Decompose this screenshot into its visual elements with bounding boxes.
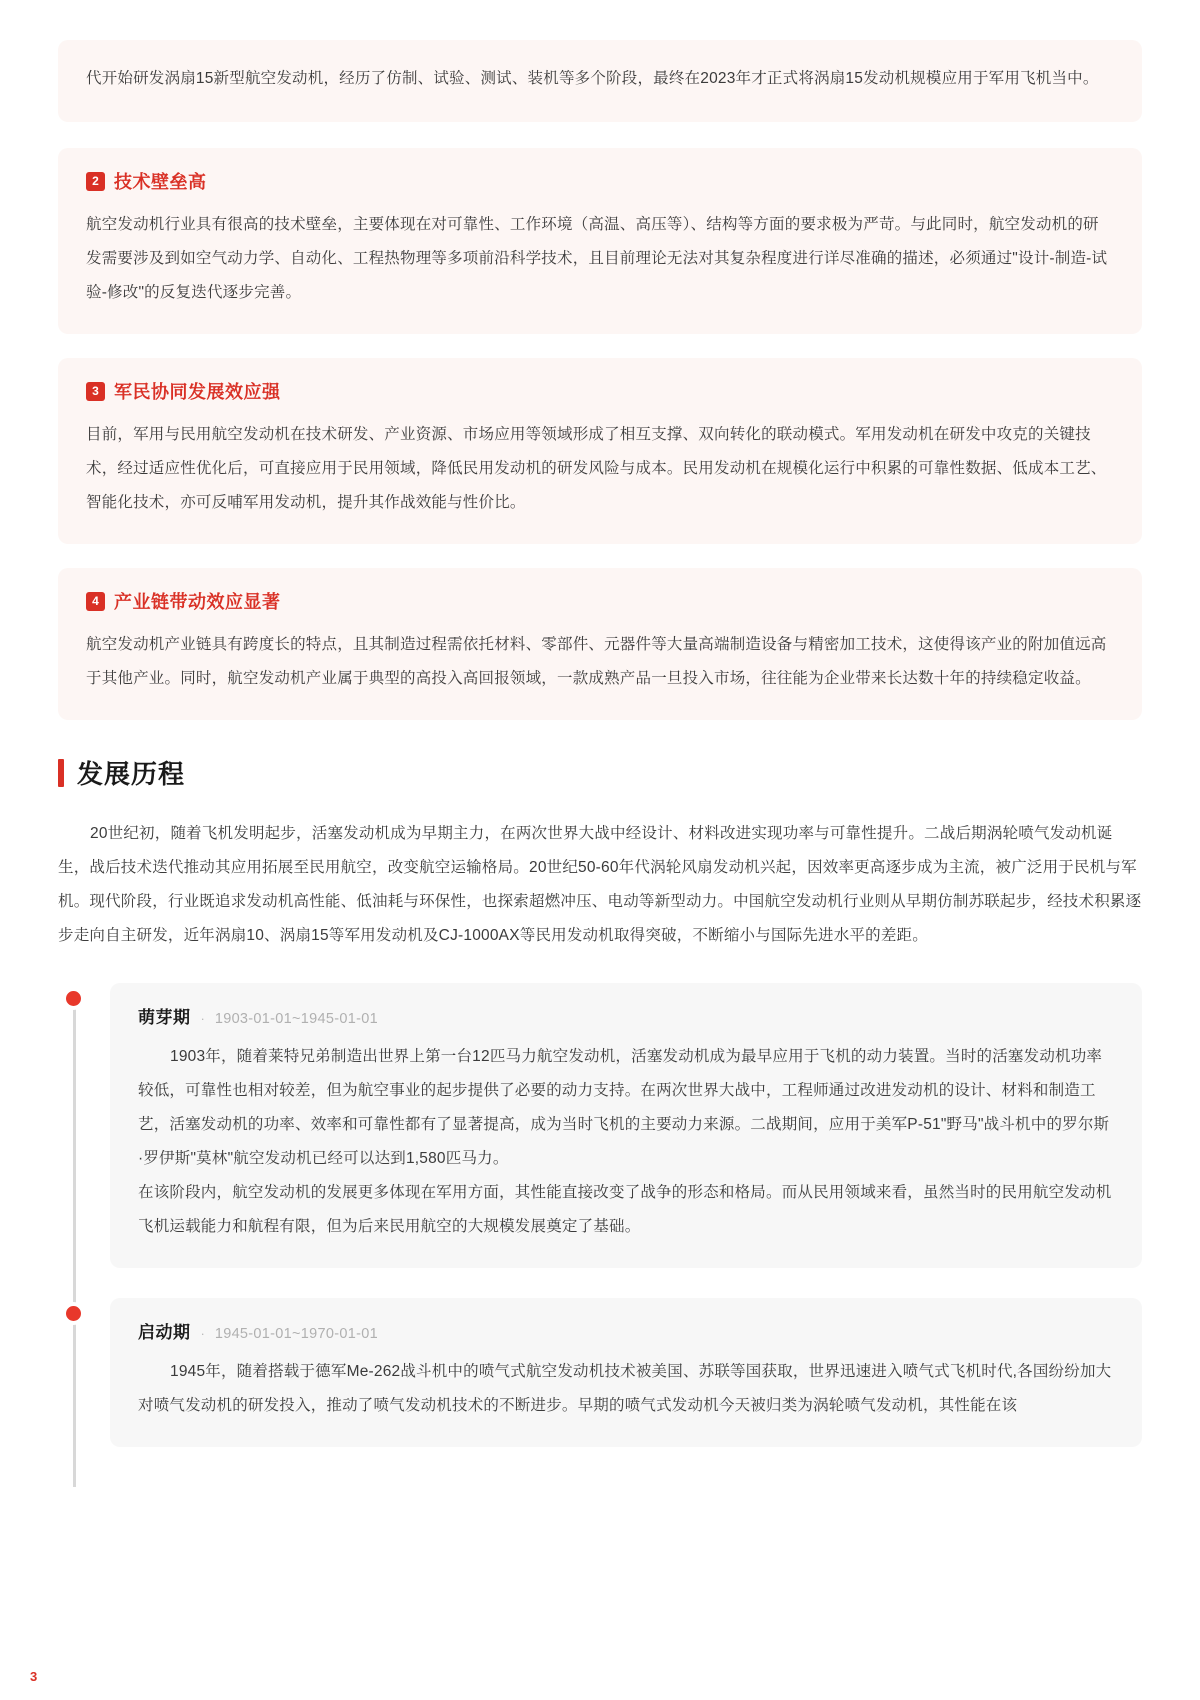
feature-body: 航空发动机行业具有很高的技术壁垒，主要体现在对可靠性、工作环境（高温、高压等）、结构等方面的要求极为严苛。与此同时，航空发动机的研发需要涉及到如空气动力学、自动化、工程热物理等多项前沿科学技术，且目前理论无法对其复杂程度进行详尽准确的描述，必须通过"设计-制造-试验-修改"的反复迭代逐步完善。 xyxy=(86,216,1108,301)
feature-number-badge: 4 xyxy=(86,592,105,611)
timeline-card xyxy=(110,983,1142,1268)
section-intro-paragraph: 20世纪初，随着飞机发明起步，活塞发动机成为早期主力，在两次世界大战中经设计、材料改进实现功率与可靠性提升。二战后期涡轮喷气发动机诞生，战后技术迭代推动其应用拓展至民用航空，改变航空运输格局。20世纪50-60年代涡轮风扇发动机兴起，因效率更高逐步成为主流，被广泛用于民机与军机。现代阶段，行业既追求发动机高性能、低油耗与环保性，也探索超燃冲压、电动等新型动力。中国航空发动机行业则从早期仿制苏联起步，经技术积累逐步走向自主研发，近年涡扇10、涡扇15等军用发动机及CJ-1000AX等民用发动机取得突破，不断缩小与国际先进水平的差距。 xyxy=(58,825,1142,944)
continued-paragraph-card xyxy=(58,40,1142,122)
section-accent-bar xyxy=(58,759,64,787)
feature-header xyxy=(86,168,1114,194)
feature-card-3 xyxy=(58,358,1142,544)
feature-title: 技术壁垒高 xyxy=(114,172,207,192)
feature-card-4 xyxy=(58,568,1142,720)
timeline-date-range: 1945-01-01~1970-01-01 xyxy=(214,1326,378,1342)
feature-number-badge: 2 xyxy=(86,172,105,191)
feature-header xyxy=(86,378,1114,404)
timeline-date-range: 1903-01-01~1945-01-01 xyxy=(214,1011,378,1027)
timeline-dot-icon xyxy=(66,991,81,1006)
timeline-card-header xyxy=(138,1318,1114,1343)
timeline-paragraph: 1945年，随着搭载于德军Me-262战斗机中的喷气式航空发动机技术被美国、苏联等国获取，世界迅速进入喷气式飞机时代,各国纷纷加大对喷气发动机的研发投入，推动了喷气发动机技术的不断进步。早期的喷气式发动机今天被归类为涡轮喷气发动机，其性能在该 xyxy=(138,1363,1112,1414)
timeline-phase-name: 萌芽期 xyxy=(138,1008,191,1027)
timeline-item xyxy=(110,1298,1142,1447)
feature-body: 目前，军用与民用航空发动机在技术研发、产业资源、市场应用等领域形成了相互支撑、双向转化的联动模式。军用发动机在研发中攻克的关键技术，经过适应性优化后，可直接应用于民用领域，降低民用发动机的研发风险与成本。民用发动机在规模化运行中积累的可靠性数据、低成本工艺、智能化技术，亦可反哺军用发动机，提升其作战效能与性价比。 xyxy=(86,426,1107,511)
feature-number-badge: 3 xyxy=(86,382,105,401)
timeline-separator-icon: · xyxy=(200,1326,205,1341)
section-title: 发展历程 xyxy=(77,759,186,789)
page-number: 3 xyxy=(30,1669,38,1684)
feature-header xyxy=(86,588,1114,614)
timeline-phase-name: 启动期 xyxy=(138,1323,191,1342)
timeline-paragraph: 1903年，随着莱特兄弟制造出世界上第一台12匹马力航空发动机，活塞发动机成为最早应用于飞机的动力装置。当时的活塞发动机功率较低，可靠性也相对较差，但为航空事业的起步提供了必要的动力支持。在两次世界大战中，工程师通过改进发动机的设计、材料和制造工艺，活塞发动机的功率、效率和可靠性都有了显著提高，成为当时飞机的主要动力来源。二战期间，应用于美军P-51"野马"战斗机中的罗尔斯·罗伊斯"莫林"航空发动机已经可以达到1,580匹马力。 xyxy=(138,1048,1110,1167)
feature-title: 产业链带动效应显著 xyxy=(114,592,281,612)
timeline-paragraph: 在该阶段内，航空发动机的发展更多体现在军用方面，其性能直接改变了战争的形态和格局。而从民用领域来看，虽然当时的民用航空发动机飞机运载能力和航程有限，但为后来民用航空的大规模发展奠定了基础。 xyxy=(138,1184,1112,1235)
feature-card-2 xyxy=(58,148,1142,334)
timeline-rail xyxy=(73,991,76,1487)
timeline-card xyxy=(110,1298,1142,1447)
feature-title: 军民协同发展效应强 xyxy=(114,382,281,402)
timeline xyxy=(58,983,1142,1447)
continued-paragraph-text: 代开始研发涡扇15新型航空发动机，经历了仿制、试验、测试、装机等多个阶段，最终在2023年才正式将涡扇15发动机规模应用于军用飞机当中。 xyxy=(86,70,1099,87)
timeline-card-header xyxy=(138,1003,1114,1028)
feature-body: 航空发动机产业链具有跨度长的特点，且其制造过程需依托材料、零部件、元器件等大量高端制造设备与精密加工技术，这使得该产业的附加值远高于其他产业。同时，航空发动机产业属于典型的高投入高回报领域，一款成熟产品一旦投入市场，往往能为企业带来长达数十年的持续稳定收益。 xyxy=(86,636,1107,687)
timeline-separator-icon: · xyxy=(200,1011,205,1026)
section-heading xyxy=(58,754,1142,791)
timeline-dot-icon xyxy=(66,1306,81,1321)
timeline-item xyxy=(110,983,1142,1268)
